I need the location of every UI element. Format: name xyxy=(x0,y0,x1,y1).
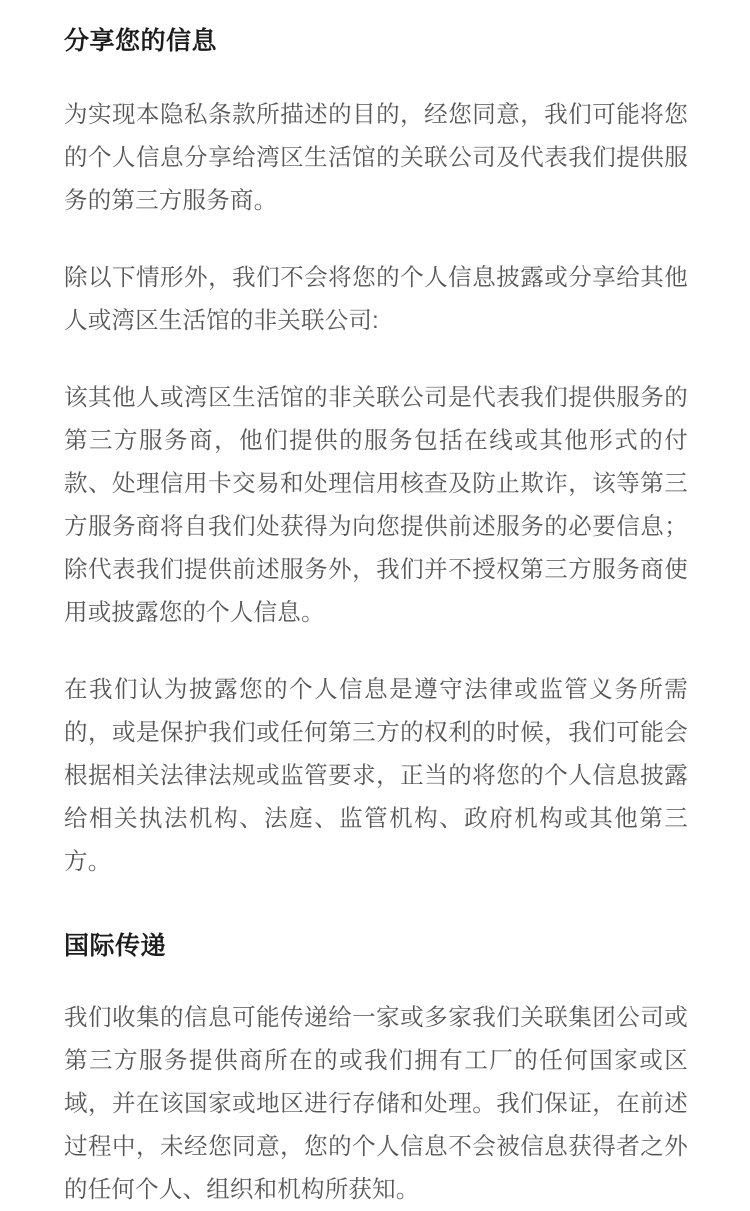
paragraph-share-purpose: 为实现本隐私条款所描述的目的，经您同意，我们可能将您的个人信息分享给湾区生活馆的关联公司及代表我们提供服务的第三方服务商。 xyxy=(64,101,688,213)
paragraph-international-transfer: 我们收集的信息可能传递给一家或多家我们关联集团公司或第三方服务提供商所在的或我们拥有工厂的任何国家或区域，并在该国家或地区进行存储和处理。我们保证，在前述过程中，未经您同意，您的个人信息不会被信息获得者之外的任何个人、组织和机构所获知。 xyxy=(64,1004,688,1202)
section-heading-international-transfer: 国际传递 xyxy=(64,932,167,960)
paragraph-disclosure-exceptions: 除以下情形外，我们不会将您的个人信息披露或分享给其他人或湾区生活馆的非关联公司: xyxy=(64,264,688,333)
paragraph-legal-disclosure: 在我们认为披露您的个人信息是遵守法律或监管义务所需的，或是保护我们或任何第三方的权利的时候，我们可能会根据相关法律法规或监管要求，正当的将您的个人信息披露给相关执法机构、法庭、监管机构、政府机构或其他第三方。 xyxy=(64,676,688,874)
paragraph-third-party-providers: 该其他人或湾区生活馆的非关联公司是代表我们提供服务的第三方服务商，他们提供的服务包括在线或其他形式的付款、处理信用卡交易和处理信用核查及防止欺诈，该等第三方服务商将自我们处获得为向您提供前述服务的必要信息；除代表我们提供前述服务外，我们并不授权第三方服务商使用或披露您的个人信息。 xyxy=(64,384,688,625)
section-heading-share-info: 分享您的信息 xyxy=(64,27,218,55)
